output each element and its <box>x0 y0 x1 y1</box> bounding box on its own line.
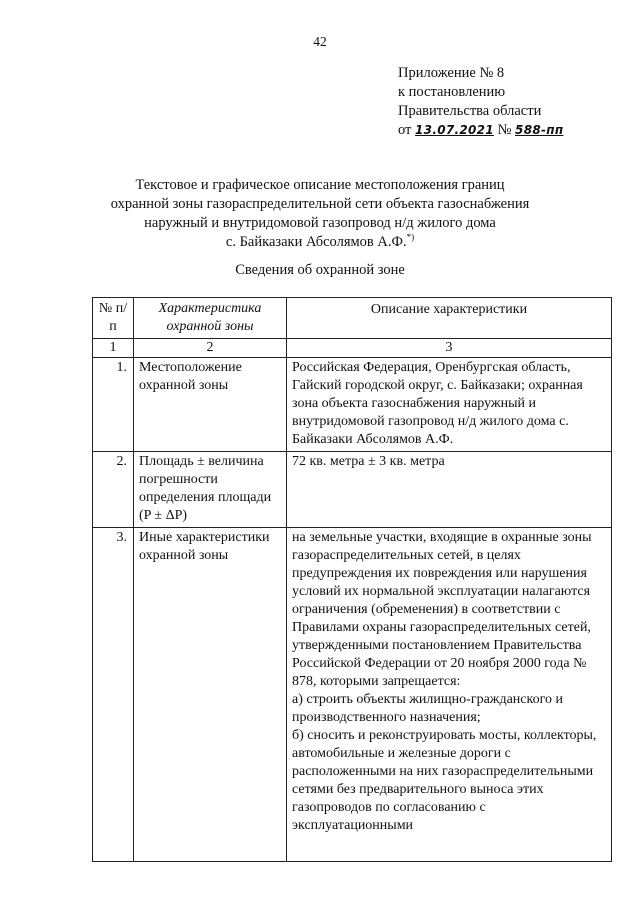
section-heading: Сведения об охранной зоне <box>235 262 405 278</box>
appendix-line-3: Правительства области <box>398 103 542 119</box>
row-description: Российская Федерация, Оренбургская область, Гайский городской округ, с. Байказаки; охранная зона объекта газоснабжения наружный и внутридомовой газопровод н/д жилого дома с. Байказаки Абсолямов А.Ф. <box>287 358 612 452</box>
number-label: № <box>497 122 512 138</box>
header-description: Описание характеристики <box>287 298 612 339</box>
title-line-4-text: с. Байказаки Абсолямов А.Ф. <box>225 234 407 250</box>
description-item-b: б) сносить и реконструировать мосты, коллекторы, автомобильные и железные дороги с расположенными на них газораспределительными сетями без предварительного выноса этих газопроводов по согласованию с эксплуатационными <box>292 728 597 833</box>
column-number: 2 <box>134 339 287 358</box>
appendix-date-line <box>398 121 563 140</box>
row-characteristic: Площадь ± величина погрешности определения площади (P ± ΔP) <box>134 452 287 528</box>
appendix-block <box>398 64 563 140</box>
column-number: 3 <box>287 339 612 358</box>
appendix-line-1: Приложение № 8 <box>398 65 505 81</box>
appendix-line-2: к постановлению <box>398 84 506 100</box>
document-title <box>0 176 640 252</box>
table-row <box>93 528 612 862</box>
zone-info-table <box>92 297 612 862</box>
table-header-row <box>93 298 612 339</box>
description-item-a: а) строить объекты жилищно-гражданского и производственного назначения; <box>292 692 563 725</box>
row-number: 1. <box>93 358 134 452</box>
table-row <box>93 452 612 528</box>
title-line-2: охранной зоны газораспределительной сети объекта газоснабжения <box>110 196 530 212</box>
title-line-4 <box>0 233 640 252</box>
from-label: от <box>398 122 412 138</box>
row-characteristic: Местоположение охранной зоны <box>134 358 287 452</box>
column-number: 1 <box>93 339 134 358</box>
header-characteristic: Характеристика охранной зоны <box>134 298 287 339</box>
table-row <box>93 358 612 452</box>
page-number: 42 <box>313 34 327 49</box>
row-characteristic: Иные характеристики охранной зоны <box>134 528 287 862</box>
row-number: 3. <box>93 528 134 862</box>
title-line-1: Текстовое и графическое описание местоположения границ <box>135 177 505 193</box>
handwritten-number: 588-пп <box>515 123 564 137</box>
row-description: 72 кв. метра ± 3 кв. метра <box>287 452 612 528</box>
description-intro: на земельные участки, входящие в охранные зоны газораспределительных сетей, в целях предупреждения их повреждения или нарушения условий их нормальной эксплуатации налагаются ограничения (обременения) в соответствии с Правилами охраны газораспределительных сетей, утвержденными постановлением Правительства Российской Федерации от 20 ноября 2000 года № 878, которыми запрещается: <box>292 530 592 689</box>
row-description <box>287 528 612 862</box>
footnote-mark: *) <box>406 232 415 243</box>
header-number: № п/п <box>93 298 134 339</box>
title-line-3: наружный и внутридомовой газопровод н/д жилого дома <box>144 215 496 231</box>
handwritten-date: 13.07.2021 <box>415 123 494 137</box>
column-number-row <box>93 339 612 358</box>
row-number: 2. <box>93 452 134 528</box>
